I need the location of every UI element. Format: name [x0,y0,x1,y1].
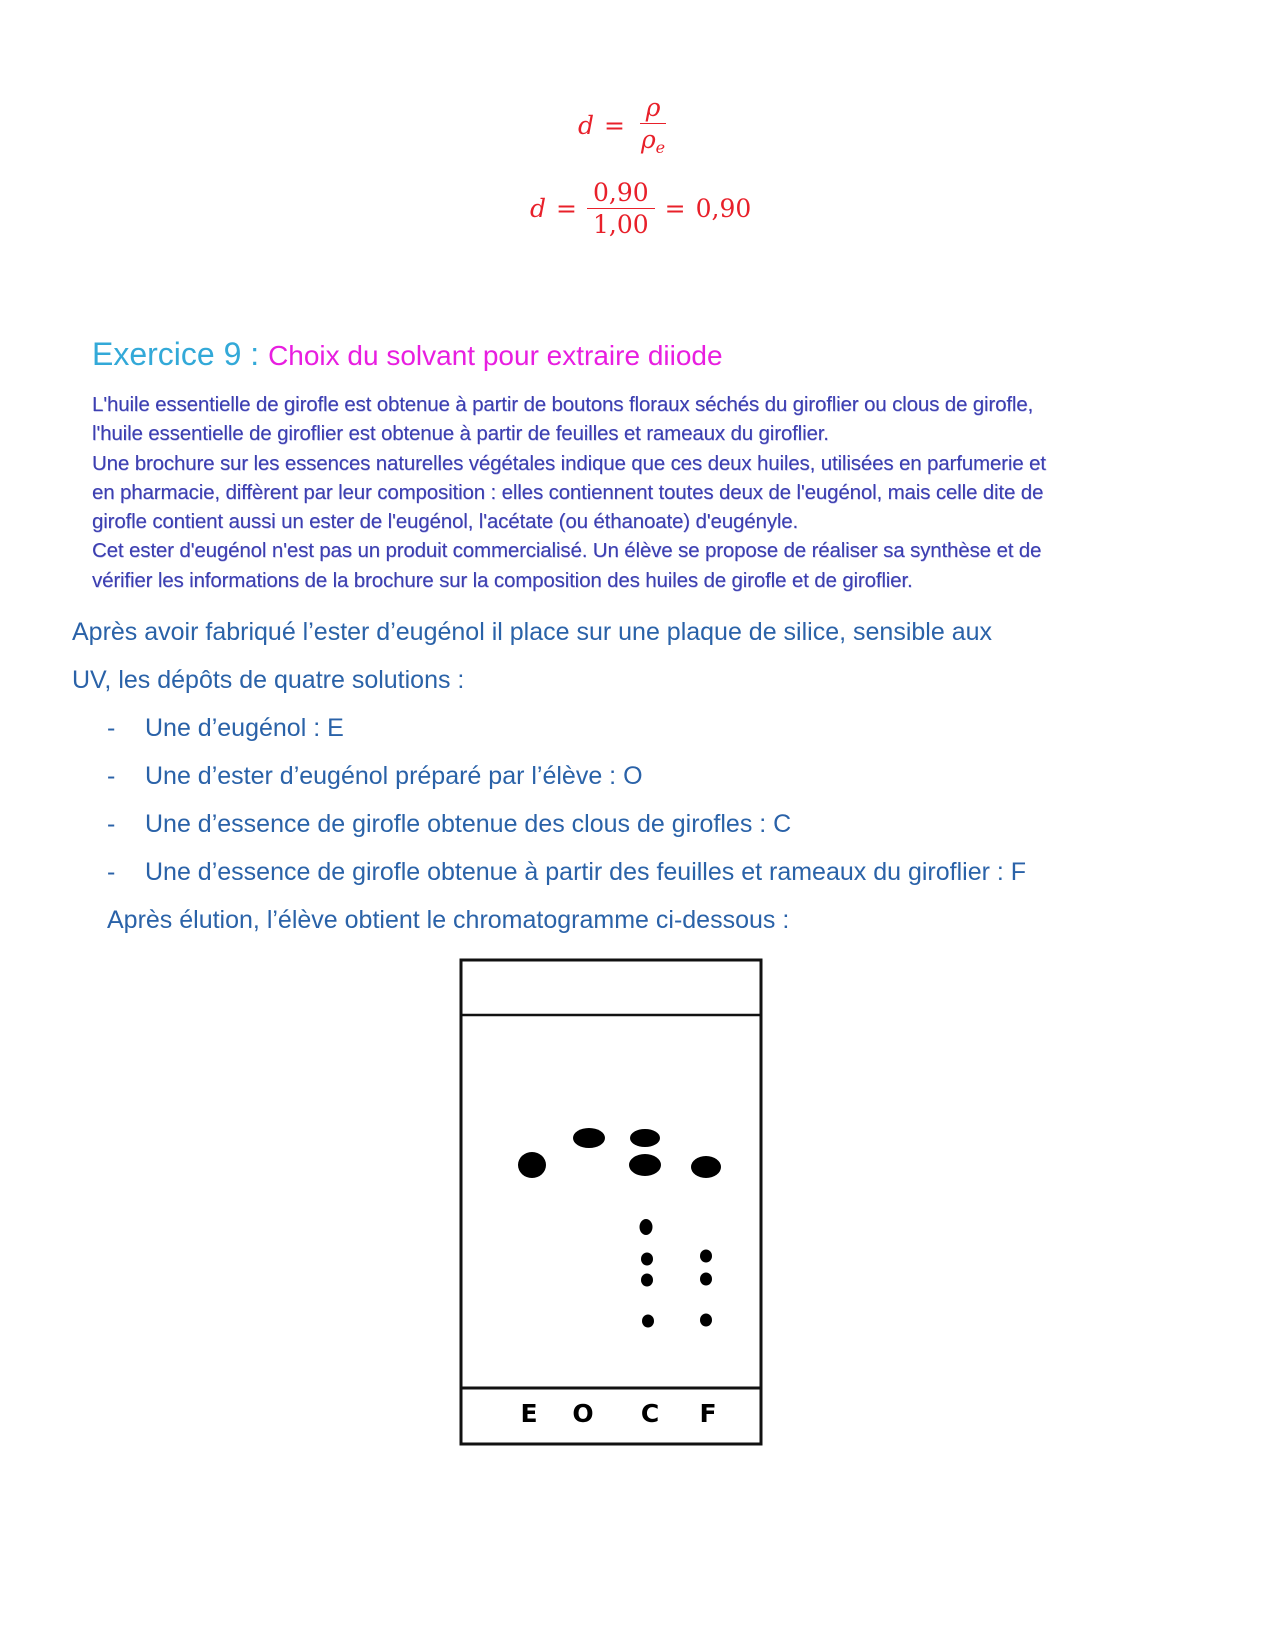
list-dash: - [107,810,116,838]
body-line-1: Après avoir fabriqué l’ester d’eugénol il place sur une plaque de silice, sensible aux [72,618,992,646]
calc-equals-2: = [664,194,686,223]
calc-equals: = [556,194,577,223]
spot-c-ester [630,1129,660,1147]
formula-denominator: $\rho_e$ [640,125,666,157]
exercise-subtitle: Choix du solvant pour extraire diiode [268,340,723,371]
plate-border [461,960,761,1444]
spot-c-minor [641,1253,653,1266]
density-formula [0,95,1275,175]
intro-line: L'huile essentielle de girofle est obtenue à partir de boutons floraux séchés du giroflier ou clous de girofle, [92,393,1034,416]
formula-numerator: ρ [640,95,667,124]
intro-line: l'huile essentielle de giroflier est obtenue à partir de feuilles et rameaux du giroflier. [92,422,829,446]
lane-label-f: F [699,1399,717,1428]
spot-o-ester [573,1128,605,1148]
list-item [107,762,643,791]
lane-label-e: E [520,1399,538,1428]
spot-c-eugenol [629,1154,661,1176]
calc-result: 0,90 [695,194,752,223]
exercise-colon: : [241,336,269,372]
spot-f-minor [700,1314,712,1327]
list-dash: - [107,714,116,742]
spot-c-minor [642,1315,654,1328]
list-item-text: Une d’eugénol : E [145,714,344,742]
spot-e-eugenol [518,1152,546,1178]
exercise-number: Exercice 9 [92,336,242,372]
spot-c-minor [641,1274,653,1287]
lane-label-c: C [640,1399,660,1428]
calc-denominator: 1,00 [592,210,649,239]
intro-line: Cet ester d'eugénol n'est pas un produit commercialisé. Un élève se propose de réaliser sa synthèse et de [92,539,1042,563]
list-item [107,858,1026,887]
body-line-2: UV, les dépôts de quatre solutions : [72,666,465,694]
body-after-list: Après élution, l’élève obtient le chromatogramme ci-dessous : [107,906,790,934]
calc-numerator: 0,90 [587,180,655,209]
formula-fraction [635,95,671,156]
spot-f-eugenol [691,1156,721,1178]
intro-line: Une brochure sur les essences naturelles végétales indique que ces deux huiles, utilisées en parfumerie et [92,451,1046,475]
calc-fraction [587,180,655,237]
list-item-text: Une d’essence de girofle obtenue à partir des feuilles et rameaux du giroflier : F [145,858,1027,886]
list-item [107,810,791,839]
chromatogram [459,958,765,1448]
formula-d: d [578,111,595,140]
intro-paragraph [92,390,1212,595]
list-item-text: Une d’ester d’eugénol préparé par l’élève : O [145,762,643,790]
calc-d: d [530,194,547,223]
intro-line: girofle contient aussi un ester de l'eugénol, l'acétate (ou éthanoate) d'eugényle. [92,510,799,534]
intro-line: en pharmacie, diffèrent par leur composition : elles contiennent toutes deux de l'eugénol, mais celle dite de [92,480,1044,504]
lane-label-o: O [572,1399,594,1428]
formula-equals: = [604,111,625,140]
spot-f-minor [700,1273,712,1286]
density-calculation [0,180,1275,255]
exercise-heading [92,336,723,373]
list-dash: - [107,858,116,886]
spot-c-minor [640,1219,653,1235]
list-item-text: Une d’essence de girofle obtenue des clous de girofles : C [145,810,792,838]
list-dash: - [107,762,116,790]
intro-line: vérifier les informations de la brochure sur la composition des huiles de girofle et de giroflier. [92,568,913,592]
list-item [107,714,344,743]
spot-f-minor [700,1250,712,1263]
